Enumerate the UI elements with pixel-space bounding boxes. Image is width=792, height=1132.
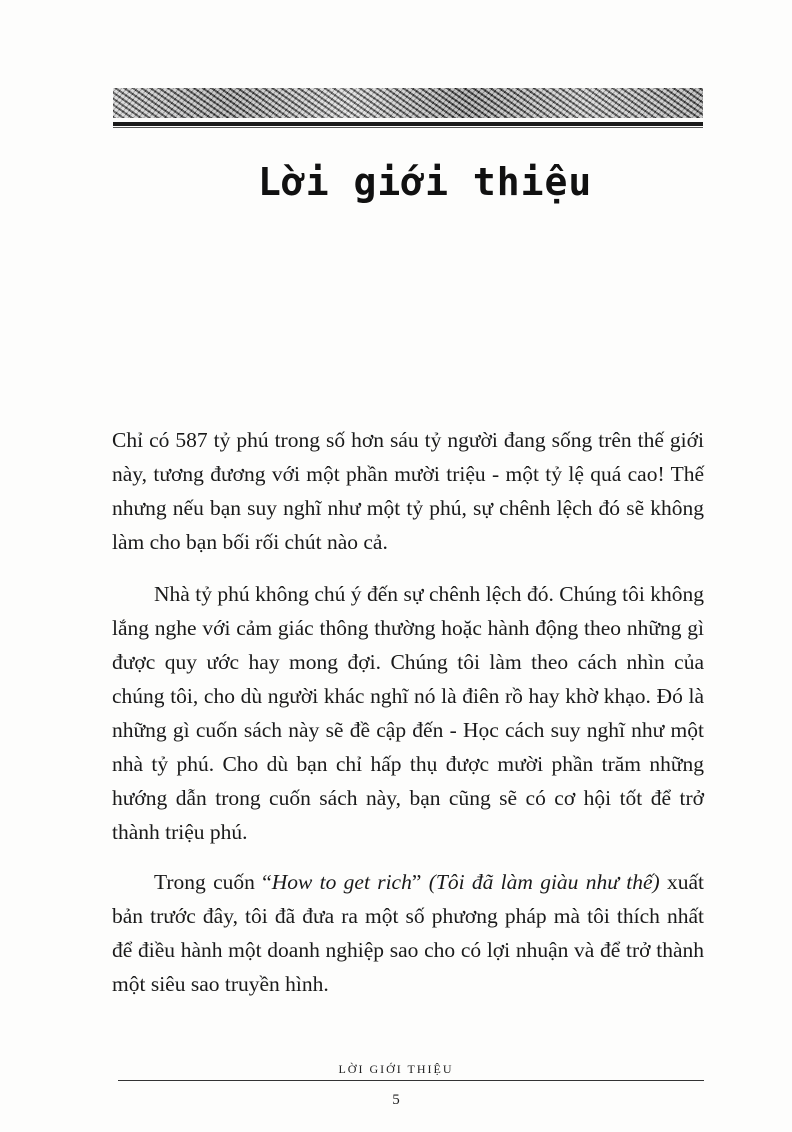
quote-close: ” — [411, 870, 429, 894]
book-title-vietnamese: (Tôi đã làm giàu như thế) — [428, 870, 660, 894]
header-rule — [113, 122, 703, 126]
body-text — [112, 423, 704, 1017]
page-title: Lời giới thiệu — [258, 160, 593, 204]
decorative-banner — [113, 88, 703, 118]
running-footer: LỜI GIỚI THIỆU — [338, 1062, 454, 1076]
paragraph — [112, 865, 704, 1001]
paragraph-lead: Trong cuốn “ — [154, 870, 272, 894]
paragraph-rest: xuất bản trước đây, tôi đã đưa ra một số phương pháp mà tôi thích nhất để điều hành một doanh nghiệp sao cho có lợi nhuận và để trở thành một siêu sao truyền hình. — [112, 870, 704, 996]
header-rule-thin — [113, 127, 703, 128]
book-title: How to get rich — [271, 870, 412, 894]
page-number: 5 — [392, 1092, 400, 1108]
paragraph: Chỉ có 587 tỷ phú trong số hơn sáu tỷ người đang sống trên thế giới này, tương đương với một phần mười triệu - một tỷ lệ quá cao! Thế nhưng nếu bạn suy nghĩ như một tỷ phú, sự chênh lệch đó sẽ không làm cho bạn bối rối chút nào cả. — [112, 428, 704, 554]
paragraph: Nhà tỷ phú không chú ý đến sự chênh lệch đó. Chúng tôi không lắng nghe với cảm giác thông thường hoặc hành động theo những gì được quy ước hay mong đợi. Chúng tôi làm theo cách nhìn của chúng tôi, cho dù người khác nghĩ nó là điên rồ hay khờ khạo. Đó là những gì cuốn sách này sẽ đề cập đến - Học cách suy nghĩ như một nhà tỷ phú. Cho dù bạn chỉ hấp thụ được mười phần trăm những hướng dẫn trong cuốn sách này, bạn cũng sẽ có cơ hội tốt để trở thành triệu phú. — [112, 582, 704, 844]
footer-rule — [118, 1080, 704, 1081]
